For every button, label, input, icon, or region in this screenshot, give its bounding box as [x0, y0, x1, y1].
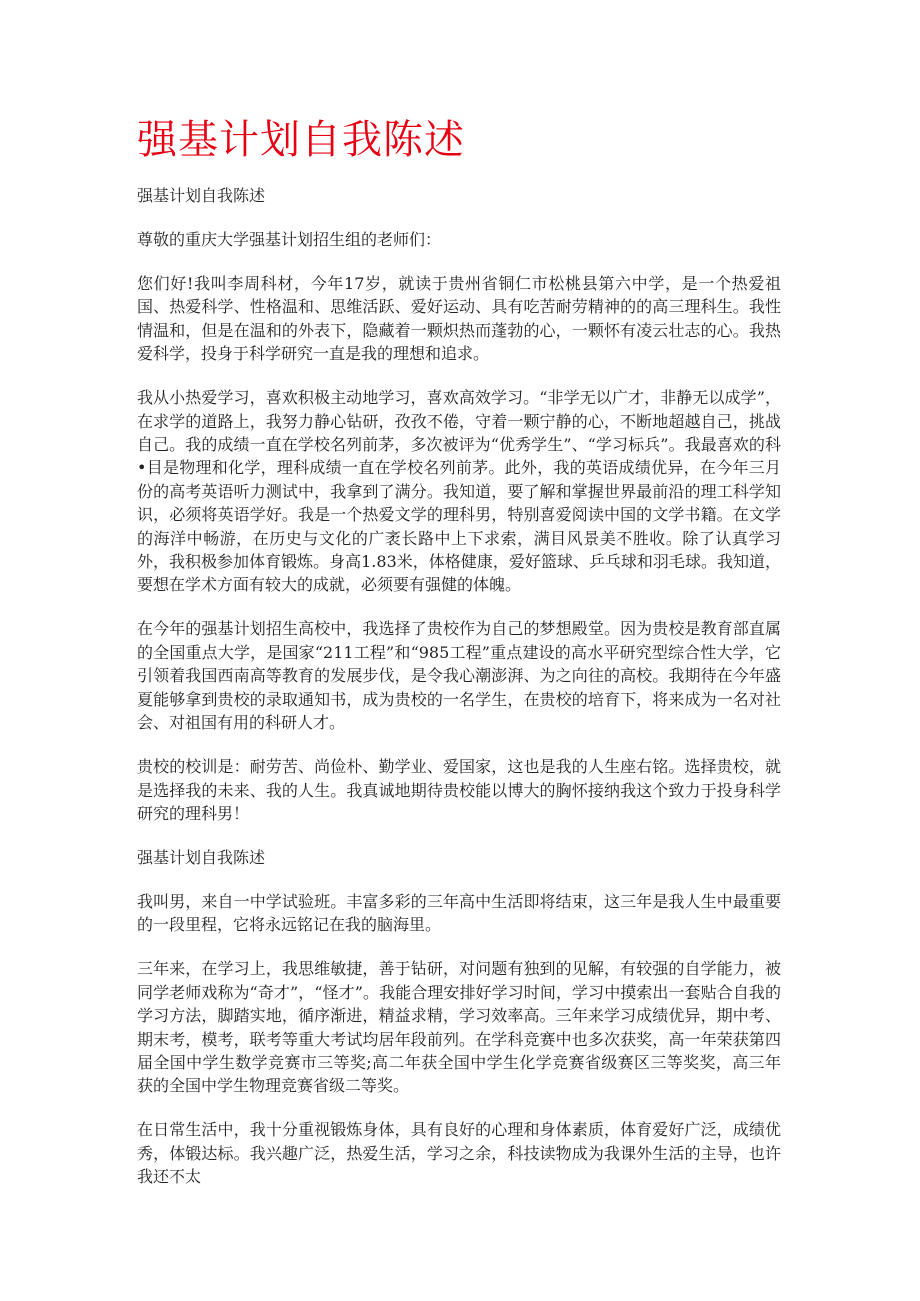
body-paragraph: 贵校的校训是：耐劳苦、尚俭朴、勤学业、爱国家，这也是我的人生座右铭。选择贵校，就是选择我的未来、我的人生。我真诚地期待贵校能以博大的胸怀接纳我这个致力于投身科学研究的理科男！ — [137, 757, 781, 823]
section-heading-paragraph: 强基计划自我陈述 — [137, 847, 266, 867]
body-paragraph: 三年来，在学习上，我思维敏捷，善于钻研，对问题有独到的见解，有较强的自学能力，被同学老师戏称为“奇才”，“怪才”。我能合理安排好学习时间，学习中摸索出一套贴合自我的学习方法，脚踏实地，循序渐进，精益求精，学习效率高。三年来学习成绩优异，期中考、期末考，模考，联考等重大考试均居年段前列。在学科竞赛中也多次获奖，高一年荣获第四届全国中学生数学竞赛市三等奖;高二年获全国中学生化学竞赛省级赛区三等奖奖，高三年获的全国中学生物理竞赛省级二等奖。 — [137, 959, 781, 1096]
salutation-paragraph: 尊敬的重庆大学强基计划招生组的老师们： — [137, 230, 442, 249]
body-paragraph: 在今年的强基计划招生高校中，我选择了贵校作为自己的梦想殿堂。因为贵校是教育部直属的全国重点大学，是国家“211工程”和“985工程”重点建设的高水平研究型综合性大学，它引领着我国西南高等教育的发展步伐，是令我心潮澎湃、为之向往的高校。我期待在今年盛夏能够拿到贵校的录取通知书，成为贵校的一名学生，在贵校的培育下，将来成为一名对社会、对祖国有用的科研人才。 — [137, 619, 781, 733]
document-title: 强基计划自我陈述 — [137, 117, 465, 163]
subtitle-paragraph: 强基计划自我陈述 — [137, 186, 266, 205]
body-paragraph: 我叫男，来自一中学试验班。丰富多彩的三年高中生活即将结束，这三年是我人生中最重要的一段里程，它将永远铭记在我的脑海里。 — [137, 891, 781, 935]
body-paragraph: 我从小热爱学习，喜欢积极主动地学习，喜欢高效学习。“非学无以广才，非静无以成学”，在求学的道路上，我努力静心钻研，孜孜不倦，守着一颗宁静的心，不断地超越自己，挑战自己。我的成绩一直在学校名列前茅，多次被评为“优秀学生”、“学习标兵”。我最喜欢的科•目是物理和化学，理科成绩一直在学校名列前茅。此外，我的英语成绩优异，在今年三月份的高考英语听力测试中，我拿到了满分。我知道，要了解和掌握世界最前沿的理工科学知识，必须将英语学好。我是一个热爱文学的理科男，特别喜爱阅读中国的文学书籍。在文学的海洋中畅游，在历史与文化的广袤长路中上下求索，满目风景美不胜收。除了认真学习外，我积极参加体育锻炼。身高1.83米，体格健康，爱好篮球、乒乓球和羽毛球。我知道，要想在学术方面有较大的成就，必须要有强健的体魄。 — [137, 388, 781, 595]
body-paragraph: 在日常生活中，我十分重视锻炼身体，具有良好的心理和身体素质，体育爱好广泛，成绩优秀，体锻达标。我兴趣广泛，热爱生活，学习之余，科技读物成为我课外生活的主导，也许我还不太 — [137, 1120, 781, 1187]
body-paragraph: 您们好!我叫李周科材，今年17岁，就读于贵州省铜仁市松桃县第六中学，是一个热爱祖国、热爱科学、性格温和、思维活跃、爱好运动、具有吃苦耐劳精神的的高三理科生。我性情温和，但是在温和的外表下，隐藏着一颗炽热而蓬勃的心，一颗怀有凌云壮志的心。我热爱科学，投身于科学研究一直是我的理想和追求。 — [137, 274, 781, 364]
document-body — [137, 184, 781, 1209]
